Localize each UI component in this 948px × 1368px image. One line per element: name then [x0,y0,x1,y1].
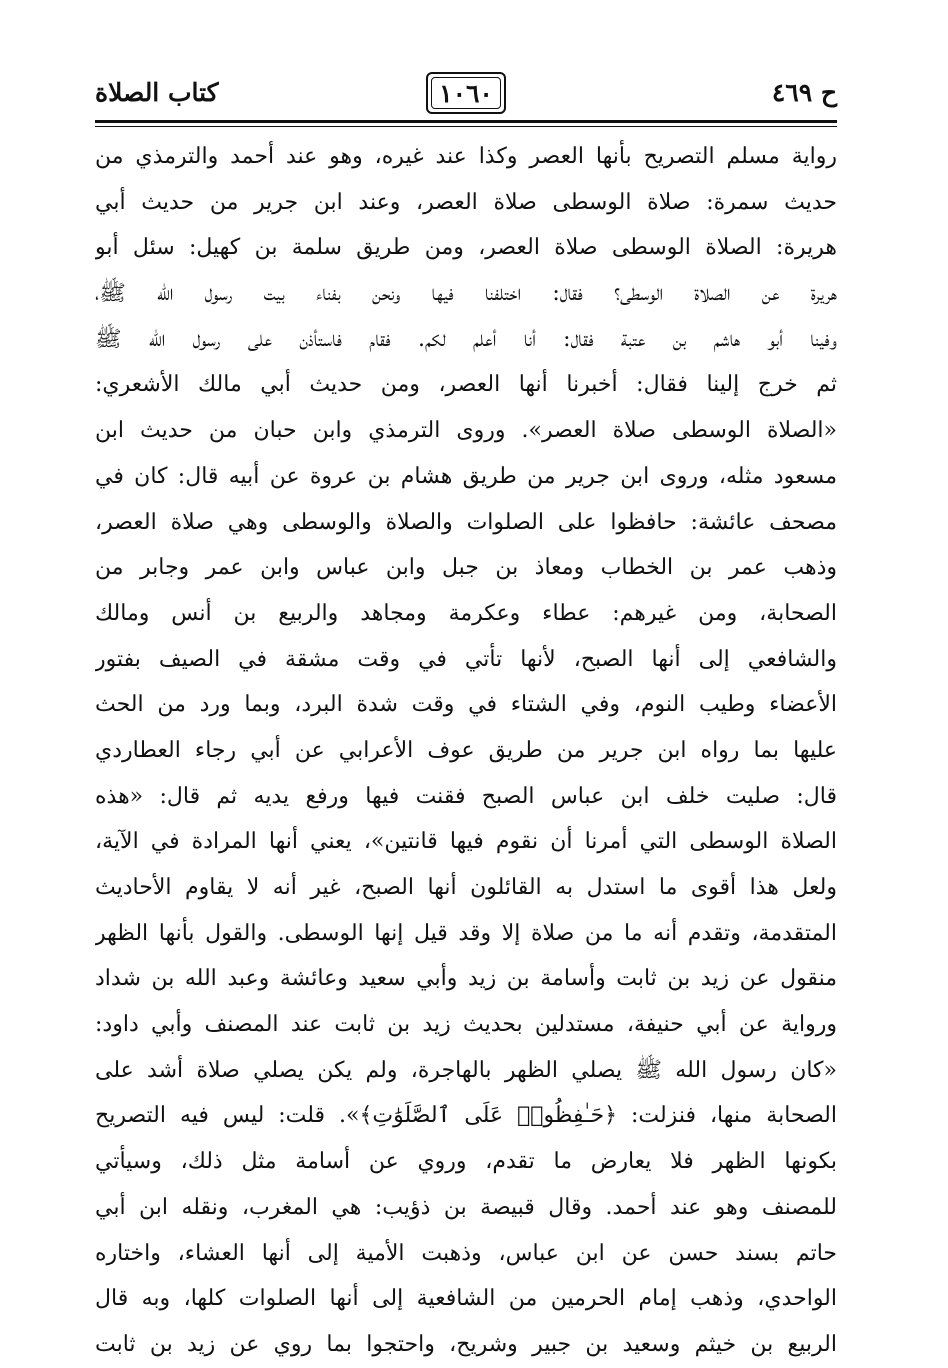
page-number-frame [426,72,506,114]
text-line: المتقدمة، وتقدم أنه ما من صلاة إلا وقد قيل إنها الوسطى. والقول بأنها الظهر [95,920,837,946]
header-rule-thin [95,126,837,127]
text-line: الأعضاء وطيب النوم، وفي الشتاء في وقت شدة البرد، وبما ورد من الحث [95,692,837,718]
text-line: الصحابة، ومن غيرهم: عطاء وعكرمة ومجاهد والربيع بن أنس ومالك [95,600,837,626]
text-line: «الصلاة الوسطى صلاة العصر». وروى الترمذي وابن حبان من حديث ابن [95,418,837,444]
text-line: الصلاة الوسطى التي أمرنا أن نقوم فيها قانتين»، يعني أنها المرادة في الآية، [95,829,837,855]
hadith-number: ح ٤٦٩ [771,78,837,107]
text-line: وفينا أبو هاشم بن عتبة فقال: أنا أعلم لكم. فقام فاستأذن على رسول الله ﷺ [95,326,837,352]
text-line: وذهب عمر بن الخطاب ومعاذ بن جبل وابن عباس وابن عمر وجابر من [95,555,837,581]
text-line: للمصنف وهو عند أحمد. وقال قبيصة بن ذؤيب: هي المغرب، ونقله ابن أبي [95,1194,837,1220]
page-header [95,72,837,118]
text-line: ثم خرج إلينا فقال: أخبرنا أنها العصر، ومن حديث أبي مالك الأشعري: [95,372,837,398]
text-line: هريرة عن الصلاة الوسطى؟ فقال: اختلفنا فيها ونحن بفناء بيت رسول الله ﷺ، [95,281,837,307]
text-line: بكونها الظهر فلا يعارض ما تقدم، وروي عن أسامة مثل ذلك، وسيأتي [95,1149,837,1175]
text-line: حاتم بسند حسن عن ابن عباس، وذهبت الأمية إلى أنها العشاء، واختاره [95,1240,837,1266]
text-line: عليها بما رواه ابن جرير من طريق عوف الأعرابي عن أبي رجاء العطاردي [95,737,837,763]
text-line: مسعود مثله، وروى ابن جرير من طريق هشام بن عروة عن أبيه قال: كان في [95,463,837,489]
text-line: هريرة: الصلاة الوسطى صلاة العصر، ومن طريق سلمة بن كهيل: سئل أبو [95,235,837,261]
text-line: قال: صليت خلف ابن عباس الصبح فقنت فيها ورفع يديه ثم قال: «هذه [95,783,837,809]
header-rule-thick [95,120,837,123]
text-line: الصحابة منها، فنزلت: ﴿حَـٰفِظُوا۟ عَلَى ٱلصَّلَوَٰتِ﴾». قلت: ليس فيه التصريح [95,1103,837,1129]
text-line: الربيع بن خيثم وسعيد بن جبير وشريح، واحتجوا بما روي عن زيد بن ثابت [95,1331,837,1357]
text-line: مصحف عائشة: حافظوا على الصلوات والصلاة والوسطى وهي صلاة العصر، [95,509,837,535]
text-line: رواية مسلم التصريح بأنها العصر وكذا عند غيره، وهو عند أحمد والترمذي من [95,144,837,169]
text-line: ورواية عن أبي حنيفة، مستدلين بحديث زيد بن ثابت عند المصنف وأبي داود: [95,1012,837,1038]
text-line: «كان رسول الله ﷺ يصلي الظهر بالهاجرة، ولم يكن يصلي صلاة أشد على [95,1057,837,1083]
body-text [95,134,837,1368]
text-line: والشافعي إلى أنها الصبح، لأنها تأتي في وقت مشقة في الصيف بفتور [95,646,837,672]
text-line: ولعل هذا أقوى ما استدل به القائلون أنها الصبح، غير أنه لا يقاوم الأحاديث [95,875,837,900]
book-title: كتاب الصلاة [95,78,219,107]
text-line: حديث سمرة: صلاة الوسطى صلاة العصر، وعند ابن جرير من حديث أبي [95,189,837,215]
page-number: ١٠٦٠ [439,78,493,108]
text-line: منقول عن زيد بن ثابت وأسامة بن زيد وأبي سعيد وعائشة وعبد الله بن شداد [95,966,837,992]
text-line: الواحدي، وذهب إمام الحرمين من الشافعية إلى أنها الصلوات كلها، وبه قال [95,1286,837,1312]
